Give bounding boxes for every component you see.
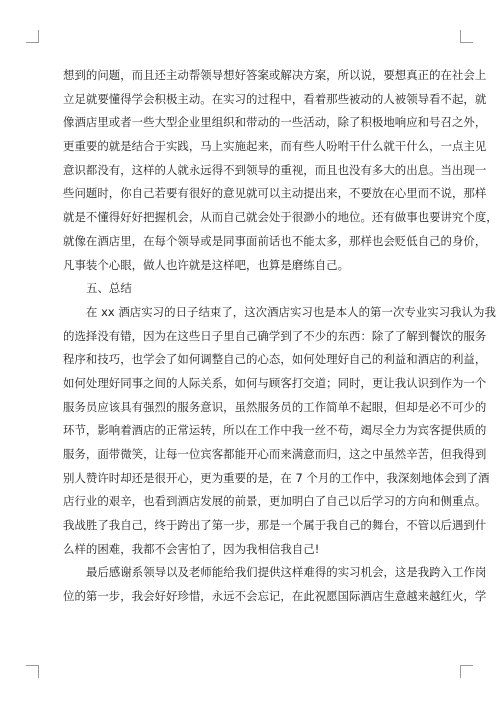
paragraph-first-line: 在 xx 酒店实习的日子结束了，这次酒店实习也是本人的第一次专业实习我认为我 (86, 304, 496, 319)
crop-mark-top-left (26, 30, 39, 43)
text-line: 环节，影响着酒店的正常运转，所以在工作中我一丝不苟，竭尽全力为宾客提供质的 (63, 423, 487, 438)
text-line: 就是不懂得好好把握机会，从而自己就会处于很渺小的地位。还有做事也要讲究个度， (63, 210, 498, 225)
text-line: 程序和技巧，也学会了如何调整自己的心态，如何处理好自己的利益和酒店的利益， (63, 352, 487, 367)
text-line: 的选择没有错，因为在这些日子里自己确学到了不少的东西：除了了解到餐饮的服务 (63, 328, 487, 343)
text-line: 如何处理好同事之间的人际关系，如何与顾客打交道；同时，更让我认识到作为一个 (63, 375, 487, 390)
text-line: 更重要的就是结合于实践，马上实施起来，而有些人吩咐干什么就干什么，一点主见 (63, 139, 487, 154)
text-line: 店行业的艰辛，也看到酒店发展的前景，更加明白了自己以后学习的方向和侧重点。 (63, 494, 487, 509)
text-line: 立足就要懂得学会积极主动。在实习的过程中，看着那些被动的人被领导看不起，就 (63, 91, 487, 106)
text-line: 服务，面带微笑，让每一位宾客都能开心而来满意而归，这之中虽然辛苦，但我得到 (63, 447, 487, 461)
text-line: 位的第一步，我会好好珍惜，永远不会忘记，在此祝愿国际酒店生意越来越红火，学 (63, 589, 487, 604)
text-line: 我战胜了我自己，终于跨出了第一步，那是一个属于我自己的舞台，不管以后遇到什 (63, 518, 487, 533)
crop-mark-bottom-right (460, 665, 473, 678)
section-heading: 五、总结 (86, 281, 132, 296)
text-line: 就像在酒店里，在每个领导或是同事面前话也不能太多，那样也会贬低自己的身价， (63, 233, 487, 248)
text-line: 些问题时，你自己若要有很好的意见就可以主动提出来，不要放在心里而不说，那样 (63, 186, 487, 201)
text-line: 服务员应该具有强烈的服务意识，虽然服务员的工作简单不起眼，但却是必不可少的 (63, 399, 487, 414)
text-line: 像酒店里或者一些大型企业里组织和带动的一些活动，除了积极地响应和号召之外， (63, 115, 487, 130)
text-line: 别人赞许时却还是很开心，更为重要的是，在 7 个月的工作中，我深刻地体会到了酒 (63, 470, 490, 485)
text-line: 凡事装个心眼，做人也许就是这样吧，也算是磨练自己。 (63, 257, 350, 272)
text-line: 么样的困难，我都不会害怕了，因为我相信我自己! (63, 541, 320, 556)
text-line: 想到的问题，而且还主动帮领导想好答案或解决方案，所以说，要想真正的在社会上 (63, 68, 487, 82)
crop-mark-bottom-left (26, 665, 39, 678)
paragraph-first-line: 最后感谢系领导以及老师能给我们提供这样难得的实习机会，这是我跨入工作岗 (86, 565, 487, 580)
text-line: 意识都没有，这样的人就永远得不到领导的重视，而且也没有多大的出息。当出现一 (63, 162, 487, 177)
crop-mark-top-right (460, 30, 473, 43)
document-body (63, 64, 498, 609)
